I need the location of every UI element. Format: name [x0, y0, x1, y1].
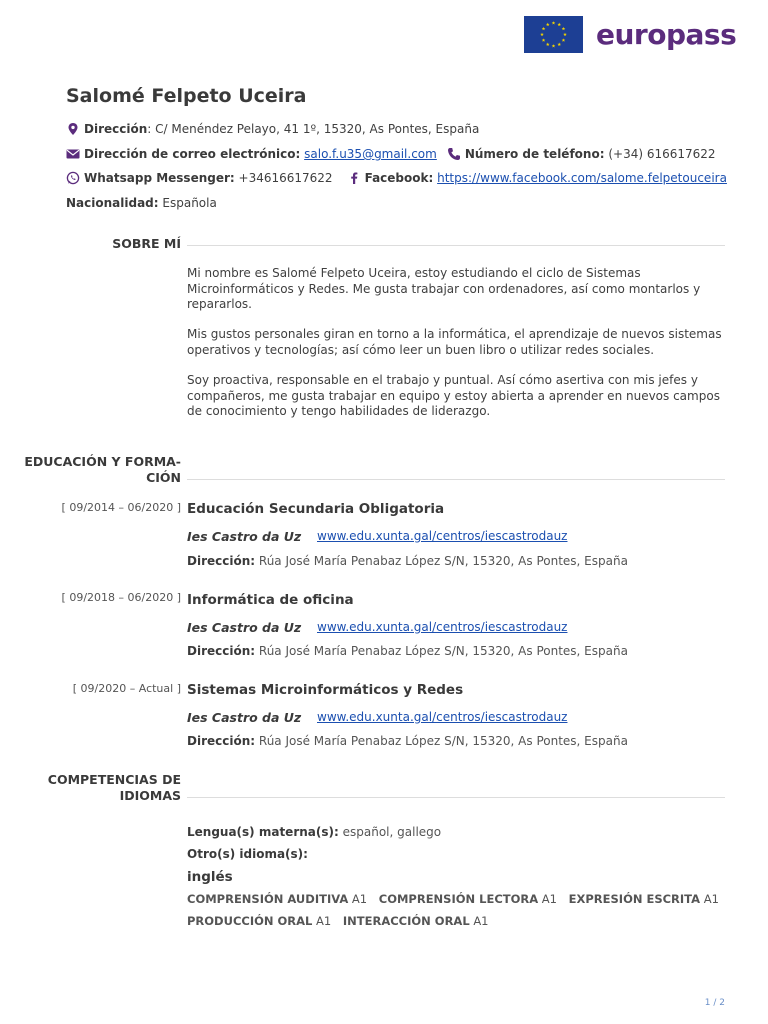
flag-star: [562, 38, 566, 41]
facebook-link[interactable]: https://www.facebook.com/salome.felpetouceira: [437, 171, 727, 185]
contact-line: [66, 147, 716, 161]
institution-link[interactable]: www.edu.xunta.gal/centros/iescastrodauz: [317, 620, 568, 634]
entry-date: [ 09/2018 – 06/2020 ]: [61, 591, 181, 604]
flag-star: [557, 43, 561, 46]
nationality-value: Española: [162, 196, 217, 210]
entry-address-label: Dirección:: [187, 734, 256, 748]
institution-name: Ies Castro da Uz: [187, 710, 302, 725]
skill-level: A1: [351, 892, 368, 906]
institution-name: Ies Castro da Uz: [187, 529, 302, 544]
institution-link[interactable]: www.edu.xunta.gal/centros/iescastrodauz: [317, 710, 568, 724]
skill-level: A1: [316, 914, 332, 928]
about-section-title: SOBRE MÍ: [112, 236, 181, 251]
institution-name: Ies Castro da Uz: [187, 620, 302, 635]
flag-star: [563, 33, 567, 36]
page-number: 1 / 2: [704, 998, 725, 1008]
phone-icon: [447, 147, 461, 161]
address-line: [66, 122, 479, 136]
entry-institution: [187, 710, 567, 725]
whatsapp-icon: [66, 171, 80, 185]
entry-address: [187, 644, 628, 658]
flag-star: [552, 21, 556, 24]
entry-address-value: Rúa José María Penabaz López S/N, 15320, As Pontes, España: [258, 734, 628, 748]
languages-divider: [187, 797, 725, 798]
address-value: : C/ Menéndez Pelayo, 41 1º, 15320, As Pontes, España: [147, 122, 480, 136]
entry-address-value: Rúa José María Penabaz López S/N, 15320, As Pontes, España: [258, 644, 628, 658]
entry-address-label: Dirección:: [187, 644, 256, 658]
flag-star: [542, 27, 546, 30]
email-label: Dirección de correo electrónico:: [84, 147, 301, 161]
flag-star: [557, 23, 561, 26]
skill-label: COMPRENSIÓN AUDITIVA: [187, 892, 349, 906]
mother-tongue-label: Lengua(s) materna(s):: [187, 825, 339, 839]
facebook-icon: [347, 171, 361, 185]
eu-flag-icon: [524, 16, 583, 53]
entry-date: [ 09/2020 – Actual ]: [72, 682, 181, 695]
skill-level: A1: [473, 914, 489, 928]
mother-tongue-line: [187, 825, 441, 839]
languages-section-title: [11, 772, 181, 804]
language-name: inglés: [187, 869, 233, 885]
nationality-line: [66, 196, 217, 210]
about-paragraph-3: Soy proactiva, responsable en el trabajo y puntual. Así cómo asertiva con mis jefes y compañeros, me gusta trabajar en equipo y estoy abierta a aprender en nuevos campos de conocimiento y tengo habilidades de liderazgo.: [187, 373, 720, 418]
mother-tongue-value: español, gallego: [342, 825, 442, 839]
whatsapp-value: +34616617622: [238, 171, 333, 185]
skill-label: PRODUCCIÓN ORAL: [187, 914, 313, 928]
entry-address: [187, 554, 628, 568]
about-paragraph-2: Mis gustos personales giran en torno a la informática, el aprendizaje de nuevos sistemas operativos y tecnologías; así cómo leer un buen libro o utilizar redes sociales.: [187, 327, 722, 357]
logo-text: europass: [596, 18, 737, 51]
entry-institution: [187, 620, 567, 635]
languages-title-line2: IDIOMAS: [119, 788, 181, 803]
address-label: Dirección: [84, 122, 148, 136]
skills-row-2: [187, 914, 497, 928]
flag-star: [540, 33, 544, 36]
entry-address-label: Dirección:: [187, 554, 256, 568]
social-line: [66, 171, 727, 185]
skills-row-1: [187, 892, 727, 906]
phone-label: Número de teléfono:: [464, 147, 605, 161]
entry-date: [ 09/2014 – 06/2020 ]: [61, 501, 181, 514]
entry-title: Sistemas Microinformáticos y Redes: [187, 682, 464, 698]
education-divider: [187, 479, 725, 480]
flag-star: [542, 38, 546, 41]
whatsapp-label: Whatsapp Messenger:: [84, 171, 235, 185]
skill-label: INTERACCIÓN ORAL: [342, 914, 470, 928]
languages-title-line1: COMPETENCIAS DE: [47, 772, 181, 787]
education-title-line2: CIÓN: [146, 470, 181, 485]
education-title-line1: EDUCACIÓN Y FORMA-: [24, 454, 181, 469]
entry-address-value: Rúa José María Penabaz López S/N, 15320, As Pontes, España: [258, 554, 628, 568]
phone-value: (+34) 616617622: [608, 147, 716, 161]
email-link[interactable]: salo.f.u35@gmail.com: [304, 147, 437, 161]
europass-logo: [524, 16, 736, 53]
institution-link[interactable]: www.edu.xunta.gal/centros/iescastrodauz: [317, 529, 568, 543]
skill-label: COMPRENSIÓN LECTORA: [378, 892, 539, 906]
flag-star: [562, 27, 566, 30]
education-section-title: [11, 454, 181, 486]
skill-level: A1: [703, 892, 719, 906]
about-paragraph-1: Mi nombre es Salomé Felpeto Uceira, estoy estudiando el ciclo de Sistemas Microinformáticos y Redes. Me gusta trabajar con ordenadores, así como montarlos y repararlos.: [187, 266, 701, 311]
other-languages-label: [187, 847, 308, 861]
about-divider: [187, 245, 725, 246]
cv-name: Salomé Felpeto Uceira: [66, 85, 307, 107]
skill-level: A1: [541, 892, 557, 906]
location-icon: [66, 122, 80, 136]
other-languages-label-text: Otro(s) idioma(s):: [187, 847, 308, 861]
flag-star: [546, 43, 550, 46]
facebook-label: Facebook:: [364, 171, 434, 185]
entry-title: Educación Secundaria Obligatoria: [187, 501, 445, 517]
email-icon: [66, 147, 80, 161]
entry-institution: [187, 529, 567, 544]
entry-title: Informática de oficina: [187, 592, 354, 608]
entry-address: [187, 734, 628, 748]
nationality-label: Nacionalidad:: [66, 196, 159, 210]
flag-star: [552, 44, 556, 47]
flag-star: [546, 23, 550, 26]
skill-label: EXPRESIÓN ESCRITA: [568, 892, 701, 906]
